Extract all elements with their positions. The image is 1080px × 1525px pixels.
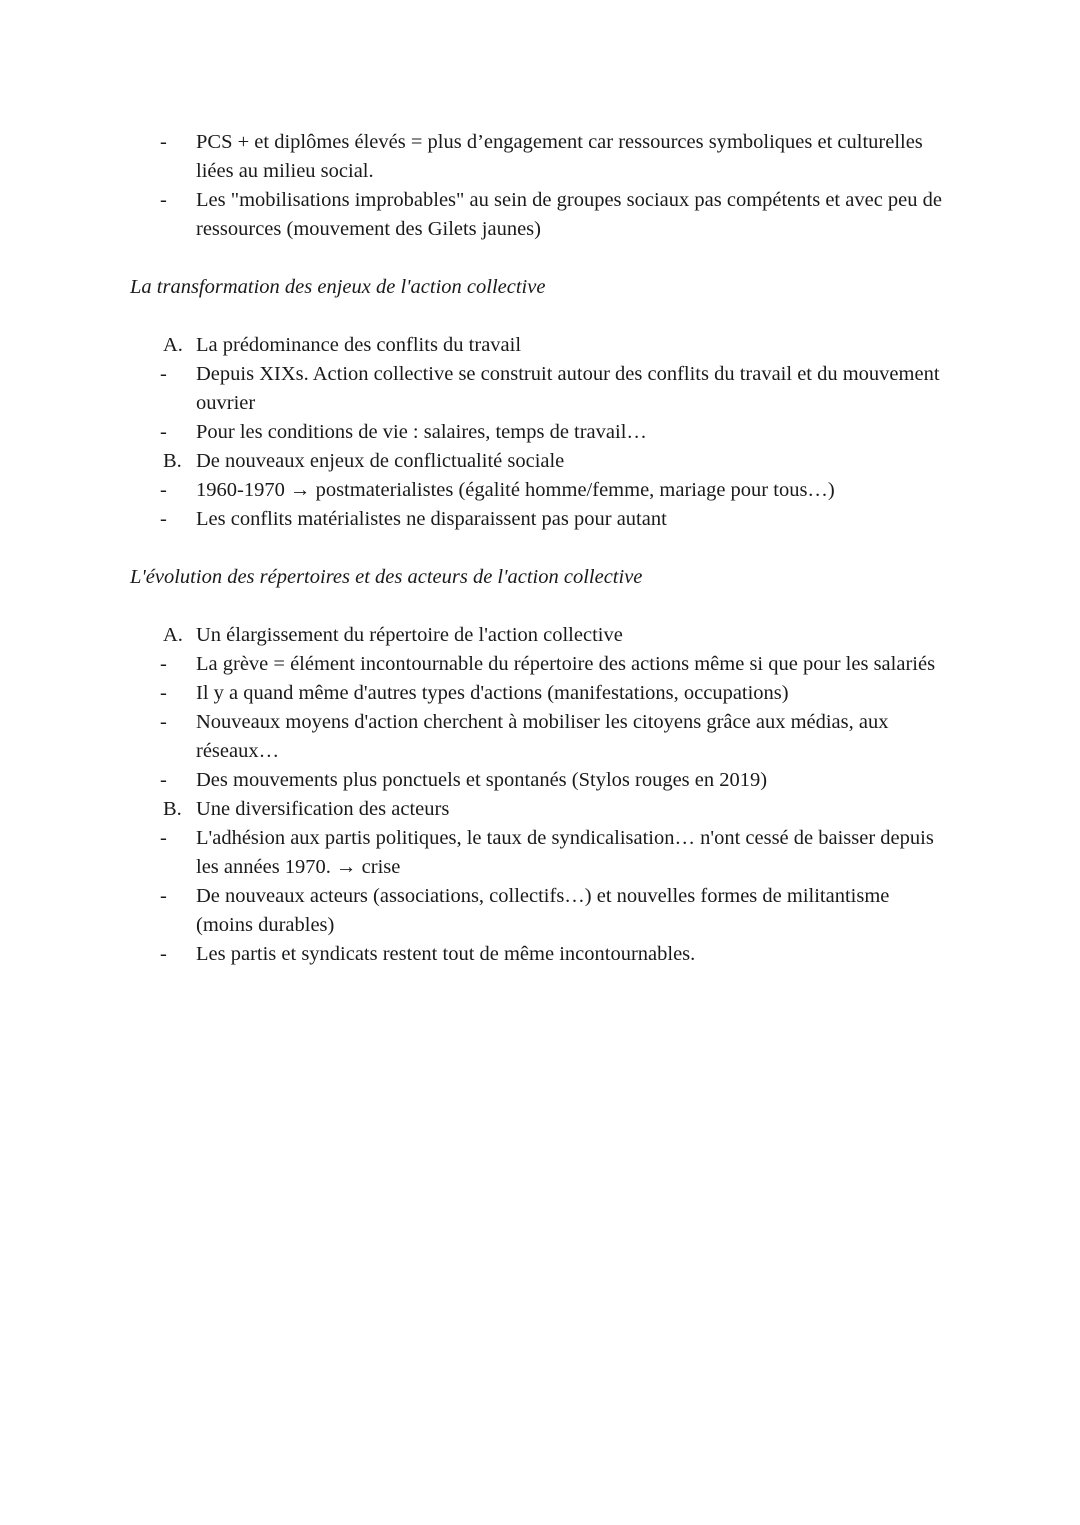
list-item (130, 824, 950, 882)
bullet-dash: - (160, 769, 167, 791)
subsection-heading (130, 795, 950, 824)
subsection-heading (130, 447, 950, 476)
list-item (130, 650, 950, 679)
bullet-text: Des mouvements plus ponctuels et spontanés (Stylos rouges en 2019) (196, 769, 768, 791)
bullet-dash: - (160, 363, 167, 385)
subsection-title: La prédominance des conflits du travail (196, 334, 522, 356)
subsection-letter: B. (163, 450, 182, 472)
bullet-text: Les partis et syndicats restent tout de même incontournables. (196, 943, 696, 965)
subsection-heading (130, 331, 950, 360)
list-item (130, 476, 950, 505)
list-item (130, 766, 950, 795)
section-heading: L'évolution des répertoires et des acteurs de l'action collective (130, 566, 643, 588)
subsection-title: De nouveaux enjeux de conflictualité sociale (196, 450, 565, 472)
bullet-text: 1960-1970 → postmaterialistes (égalité homme/femme, mariage pour tous…) (196, 479, 835, 501)
list-item (130, 186, 950, 244)
bullet-dash: - (160, 827, 167, 849)
section-heading: La transformation des enjeux de l'action collective (130, 276, 546, 298)
document-content (130, 128, 950, 969)
list-item (130, 128, 950, 186)
bullet-dash: - (160, 421, 167, 443)
bullet-dash: - (160, 653, 167, 675)
bullet-dash: - (160, 943, 167, 965)
bullet-dash: - (160, 508, 167, 530)
list-item (130, 679, 950, 708)
list-item (130, 708, 950, 766)
list-item (130, 418, 950, 447)
subsection-letter: B. (163, 798, 182, 820)
subsection-heading (130, 621, 950, 650)
subsection-letter: A. (163, 334, 183, 356)
subsection-letter: A. (163, 624, 183, 646)
subsection-title: Un élargissement du répertoire de l'action collective (196, 624, 623, 646)
bullet-text: L'adhésion aux partis politiques, le taux de syndicalisation… n'ont cessé de baisser depuis les années 1970. → crise (196, 827, 934, 878)
list-item (130, 882, 950, 940)
bullet-text: De nouveaux acteurs (associations, collectifs…) et nouvelles formes de militantisme (moins durables) (196, 885, 890, 936)
bullet-text: Nouveaux moyens d'action cherchent à mobiliser les citoyens grâce aux médias, aux réseaux… (196, 711, 889, 762)
bullet-text: Depuis XIXs. Action collective se construit autour des conflits du travail et du mouvement ouvrier (196, 363, 940, 414)
bullet-dash: - (160, 885, 167, 907)
bullet-text: PCS + et diplômes élevés = plus d’engagement car ressources symboliques et culturelles liées au milieu social. (196, 131, 923, 182)
bullet-text: Pour les conditions de vie : salaires, temps de travail… (196, 421, 647, 443)
bullet-dash: - (160, 131, 167, 153)
bullet-text: La grève = élément incontournable du répertoire des actions même si que pour les salariés (196, 653, 936, 675)
bullet-dash: - (160, 479, 167, 501)
bullet-text: Les "mobilisations improbables" au sein de groupes sociaux pas compétents et avec peu de ressources (mouvement des Gilets jaunes) (196, 189, 942, 240)
list-item (130, 940, 950, 969)
bullet-dash: - (160, 189, 167, 211)
list-item (130, 360, 950, 418)
list-item (130, 505, 950, 534)
bullet-dash: - (160, 711, 167, 733)
bullet-text: Il y a quand même d'autres types d'actions (manifestations, occupations) (196, 682, 789, 704)
bullet-text: Les conflits matérialistes ne disparaissent pas pour autant (196, 508, 667, 530)
subsection-title: Une diversification des acteurs (196, 798, 450, 820)
bullet-dash: - (160, 682, 167, 704)
